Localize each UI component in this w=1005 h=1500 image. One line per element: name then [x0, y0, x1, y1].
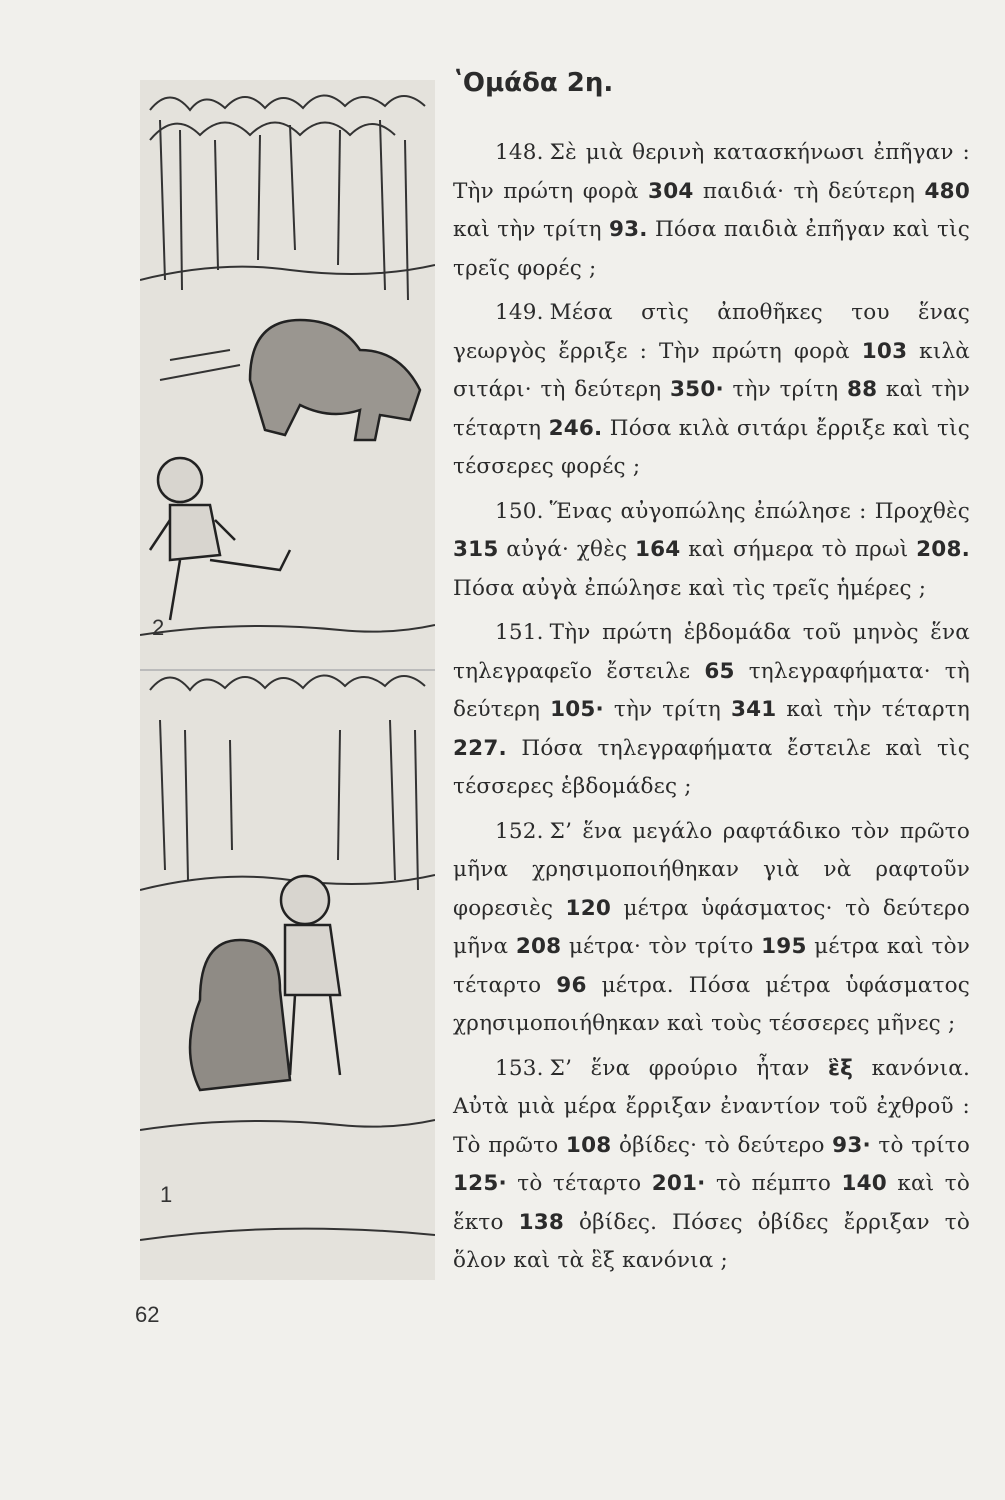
problem-text: Τὴν πρώτη ἑβδομάδα τοῦ μηνὸς ἕνα τηλεγραφεῖο ἔστειλε — [453, 620, 970, 684]
problem-text: Πόσα παιδιὰ ἐπῆγαν καὶ τὶς τρεῖς φορές ; — [453, 217, 971, 281]
problem-value: 138 — [518, 1209, 565, 1235]
problem-value: 195 — [761, 934, 807, 959]
problem-value: 93· — [832, 1132, 871, 1158]
problem-value: 341 — [730, 697, 777, 722]
text-column — [453, 70, 970, 1287]
problem-text: Σὲ μιὰ θερινὴ κατασκήνωσι ἐπῆγαν : Τὴν πρώτη φορὰ — [453, 140, 970, 204]
problem-value: 103 — [861, 338, 908, 364]
problem-text: κιλὰ σιτάρι· τὴ δεύτερη — [453, 338, 970, 402]
problem-text: μέτρα. Πόσα μέτρα ὑφάσματος χρησιμοποιήθηκαν καὶ τοὺς τέσσερες μῆνες ; — [453, 972, 971, 1036]
problem-text: τὸ τρίτο — [870, 1132, 970, 1158]
problem-text: καὶ τὴν τέταρτη — [776, 697, 971, 722]
problem-text: Πόσα τηλεγραφήματα ἔστειλε καὶ τὶς τέσσερες ἑβδομάδες ; — [453, 735, 970, 799]
problem-value: 88 — [846, 377, 878, 402]
page-heading: ʽΟμάδα 2η. — [453, 68, 614, 98]
problem-value: 304 — [648, 178, 694, 204]
problem-text: ὀβίδες· τὸ δεύτερο — [611, 1132, 833, 1158]
problem-list — [453, 134, 970, 1281]
problem-text: Πόσα κιλὰ σιτάρι ἔρριξε καὶ τὶς τέσσερες φορές ; — [453, 415, 970, 479]
problem-text: καὶ τὴν τρίτη — [453, 217, 609, 242]
problem-150 — [453, 493, 970, 609]
problem-value: ἓξ — [828, 1055, 854, 1081]
problem-text: Σ’ ἕνα μεγάλο ραφτάδικο τὸν πρῶτο μῆνα χρησιμοποιήθηκαν γιὰ νὰ ραφτοῦν φορεσιὲς — [453, 818, 970, 921]
problem-value: 164 — [634, 537, 681, 562]
problem-149 — [453, 294, 970, 487]
problem-text: καὶ σήμερα τὸ πρωὶ — [680, 537, 917, 562]
problem-text: αὐγά· χθὲς — [498, 537, 635, 562]
problem-value: 108 — [565, 1132, 612, 1158]
problem-text: μέτρα ὑφάσματος· τὸ δεύτερο μῆνα — [453, 895, 970, 959]
problem-text: τηλεγραφήματα· τὴ δεύτερη — [453, 658, 970, 722]
problem-value: 315 — [453, 537, 499, 562]
problem-value: 208 — [515, 934, 562, 959]
problem-value: 140 — [841, 1171, 887, 1196]
problem-148 — [453, 134, 970, 288]
illustration-drawing — [140, 80, 435, 1280]
problem-value: 105· — [550, 697, 604, 722]
problem-number: 151. — [495, 620, 544, 645]
problem-value: 201· — [651, 1171, 706, 1196]
problem-value: 93. — [608, 217, 648, 242]
panel-label-1: 1 — [160, 1182, 173, 1207]
problem-value: 480 — [924, 178, 970, 204]
problem-value: 350· — [670, 377, 724, 402]
problem-value: 96 — [556, 972, 587, 998]
panel-label-2: 2 — [152, 615, 165, 640]
problem-number: 148. — [495, 140, 544, 165]
problem-text: ὀβίδες. Πόσες ὀβίδες ἔρριξαν τὸ ὅλον καὶ τὰ ἓξ κανόνια ; — [453, 1209, 970, 1273]
problem-number: 150. — [495, 498, 544, 524]
problem-text: παιδιά· τὴ δεύτερη — [693, 178, 925, 204]
problem-text: κανόνια. Αὐτὰ μιὰ μέρα ἔρριξαν ἐναντίον τοῦ ἐχθροῦ : Τὸ πρῶτο — [453, 1055, 970, 1158]
problem-text: τὴν τρίτη — [723, 377, 847, 402]
problem-number: 149. — [495, 300, 544, 325]
problem-text: Πόσα αὐγὰ ἐπώλησε καὶ τὶς τρεῖς ἡμέρες ; — [453, 575, 927, 601]
problem-153 — [453, 1050, 970, 1281]
problem-value: 246. — [548, 415, 603, 441]
problem-value: 120 — [565, 895, 612, 921]
problem-151 — [453, 614, 970, 807]
problem-text: τὸ τέταρτο — [506, 1171, 652, 1196]
problem-text: μέτρα καὶ τὸν τέταρτο — [453, 934, 970, 998]
problem-text: τὸ πέμπτο — [705, 1171, 842, 1196]
problem-value: 125· — [453, 1171, 507, 1196]
problem-number: 152. — [495, 818, 544, 844]
problem-value: 227. — [453, 735, 507, 761]
problem-text: τὴν τρίτη — [603, 697, 731, 722]
illustration-column — [140, 80, 435, 1280]
problem-text: καὶ τὴν τέταρτη — [453, 377, 970, 441]
problem-number: 153. — [495, 1055, 544, 1081]
problem-text: Σ’ ἕνα φρούριο ἦταν — [549, 1055, 829, 1081]
problem-152 — [453, 813, 970, 1044]
problem-value: 208. — [916, 537, 970, 562]
problem-text: καὶ τὸ ἕκτο — [453, 1171, 970, 1235]
problem-text: Μέσα στὶς ἀποθῆκες του ἕνας γεωργὸς ἔρριξε : Τὴν πρώτη φορὰ — [453, 300, 970, 364]
problem-value: 65 — [704, 658, 735, 684]
problem-text: μέτρα· τὸν τρίτο — [561, 934, 762, 959]
problem-text: Ἕνας αὐγοπώλης ἐπώλησε : Προχθὲς — [549, 498, 970, 524]
page-number: 62 — [135, 1302, 160, 1327]
